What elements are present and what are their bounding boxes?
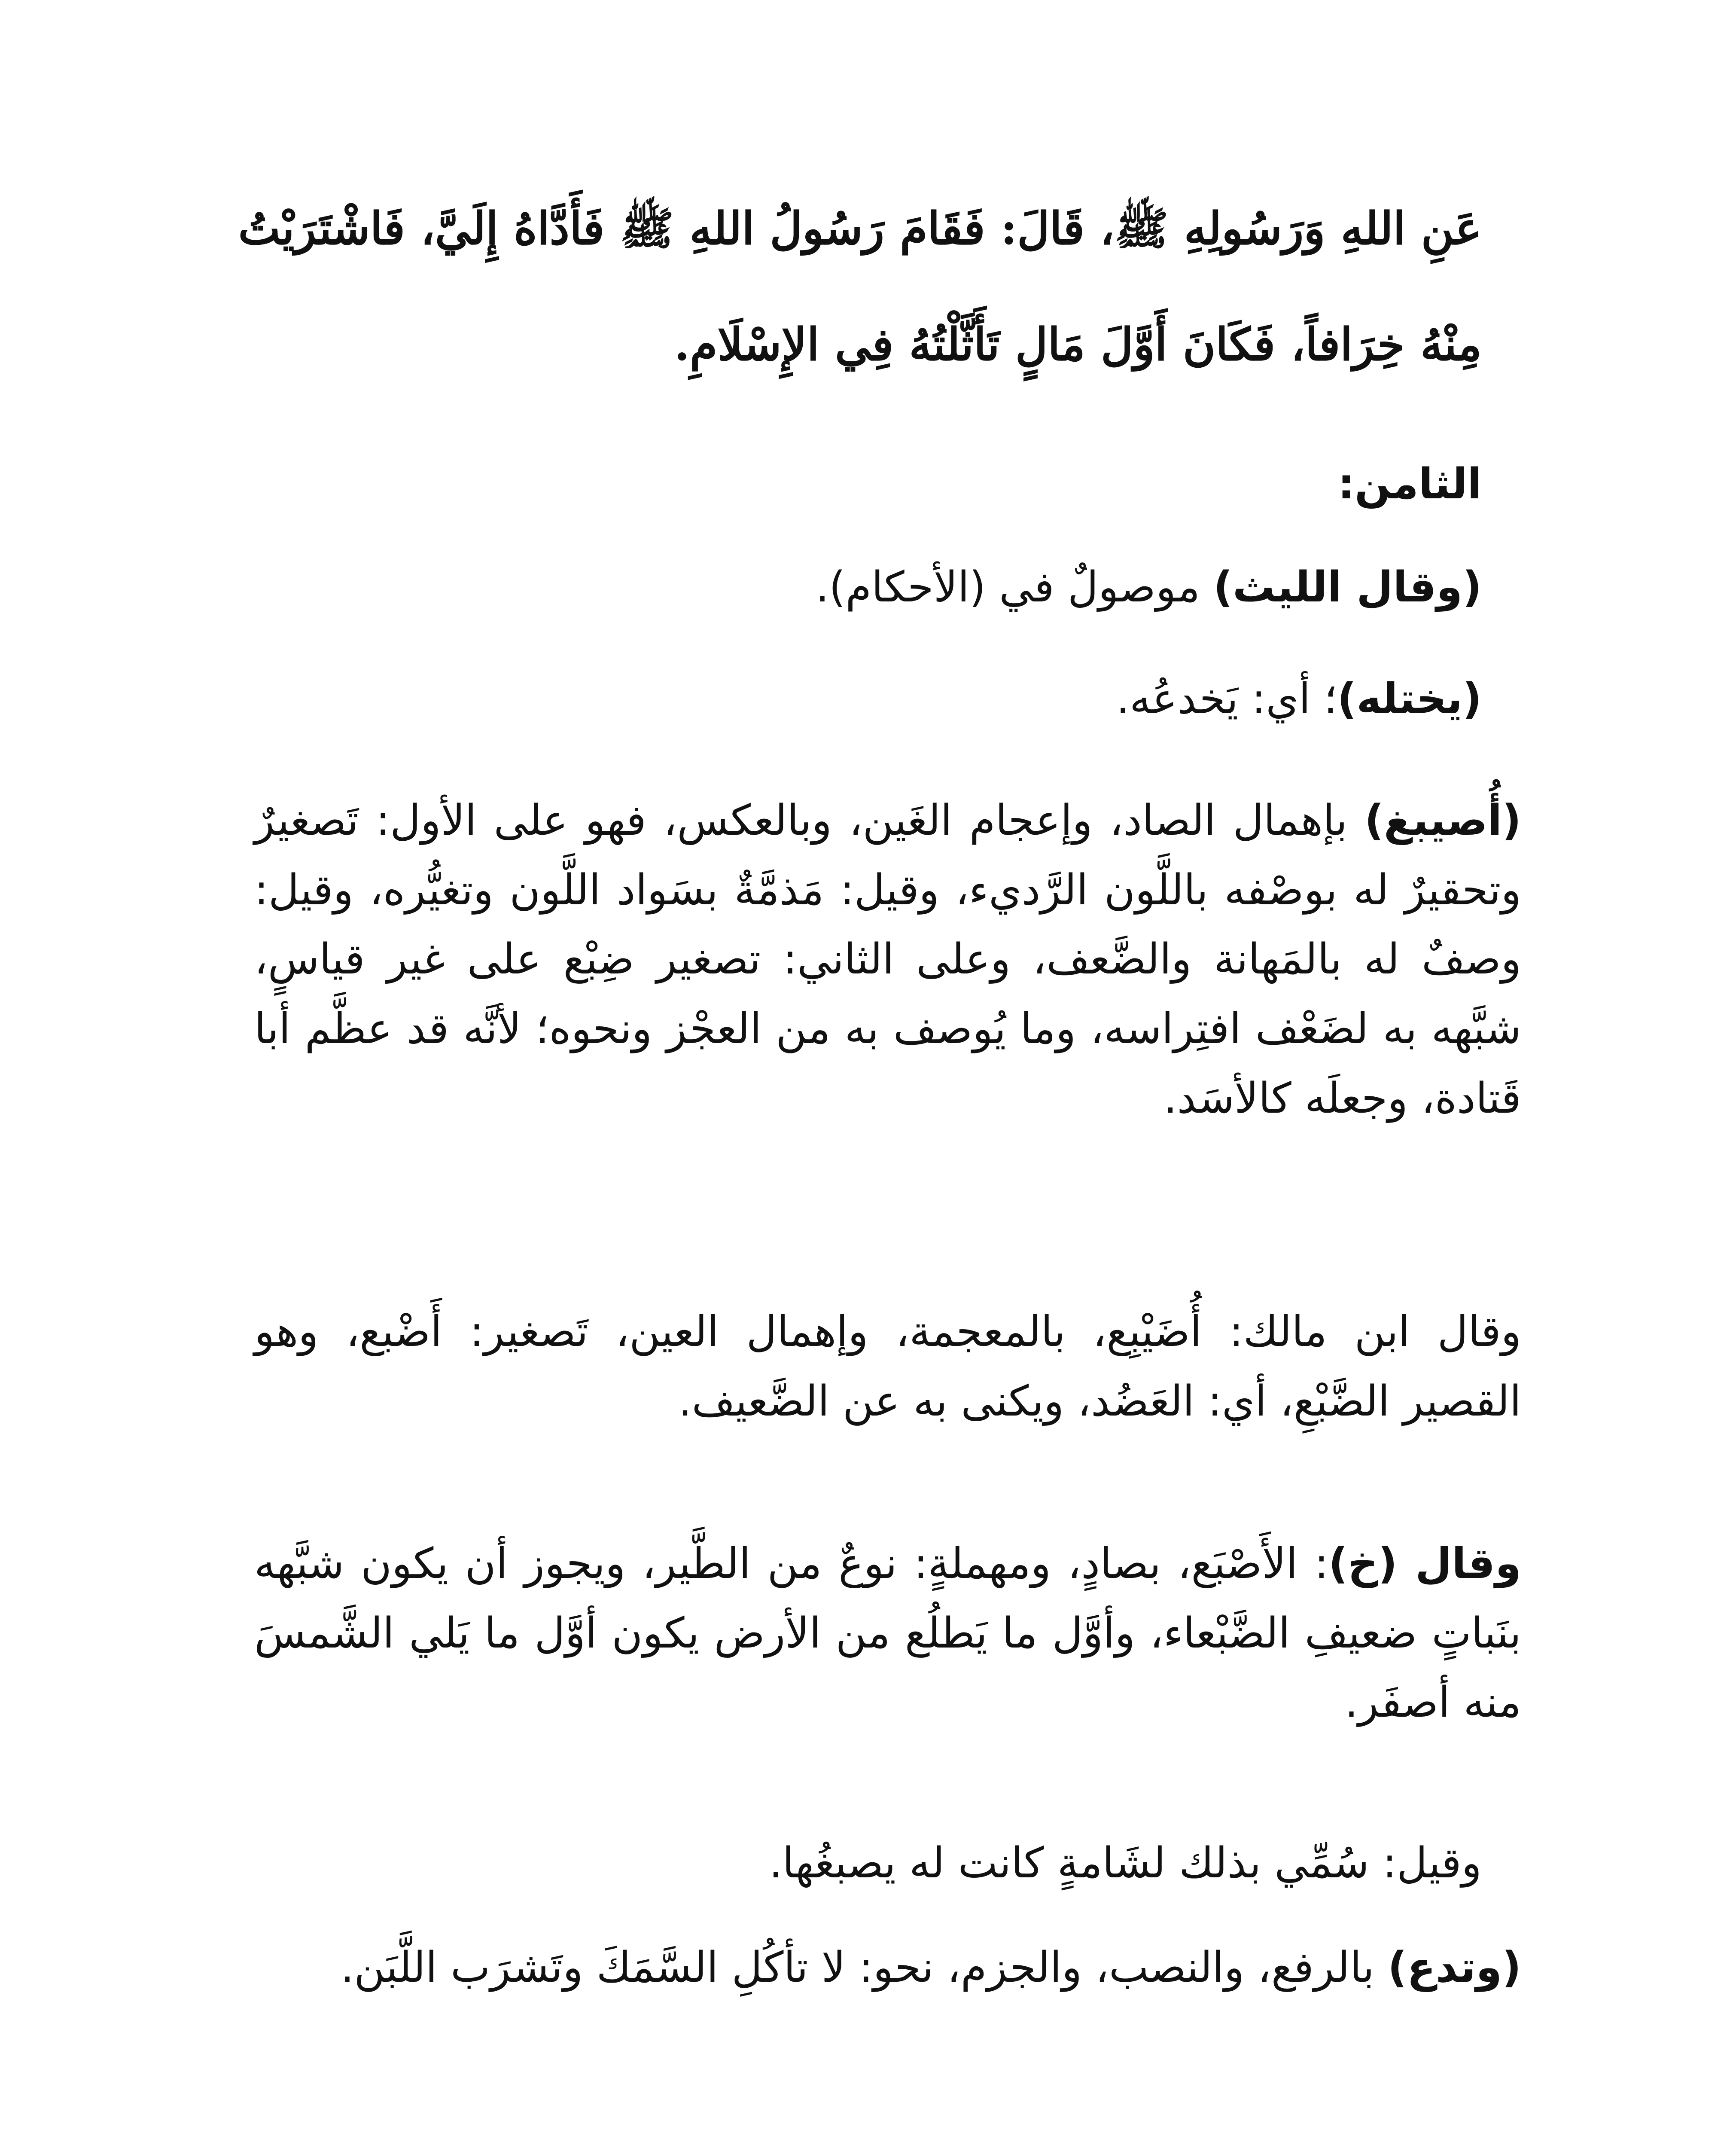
paragraph-al-layth: [215, 563, 1482, 612]
paragraph-tada-text: بالرفع، والنصب، والجزم، نحو: لا تأكُلِ السَّمَكَ وتَشرَب اللَّبَن.: [341, 1943, 1388, 1992]
hadith-line-2: مِنْهُ خِرَافاً، فَكَانَ أَوَّلَ مَالٍ تَأَثَّلْتُهُ فِي الإِسْلَامِ.: [674, 318, 1482, 371]
paragraph-qila: [215, 1839, 1482, 1888]
term-yakhtiluhu: (يختله): [1337, 674, 1482, 723]
term-tada: (وتدع): [1388, 1943, 1521, 1992]
paragraph-ibn-malik: [254, 1297, 1521, 1436]
section-heading: الثامن:: [1337, 460, 1482, 509]
paragraph-tada: [254, 1933, 1521, 2003]
paragraph-al-layth-text: موصولٌ في (الأحكام).: [816, 563, 1214, 612]
term-al-layth: (وقال الليث): [1213, 563, 1482, 612]
paragraph-ibn-malik-text: وقال ابن مالك: أُضَيْبِع، بالمعجمة، وإهمال العين، تَصغير: أَضْبع، وهو القصير الضَّبْعِ، أي: العَضُد، ويكنى به عن الضَّعيف.: [254, 1307, 1521, 1426]
term-usaybigh: (أُصيبغ): [1364, 796, 1521, 845]
paragraph-yakhtiluhu-text: ؛ أي: يَخدعُه.: [1116, 674, 1337, 723]
paragraph-usaybigh: [254, 786, 1521, 1133]
term-khattabi: وقال (خ): [1328, 1539, 1521, 1588]
paragraph-usaybigh-text: بإهمال الصاد، وإعجام الغَين، وبالعكس، فهو على الأول: تَصغيرٌ وتحقيرٌ له بوصْفه باللَّون الرَّديء، وقيل: مَذمَّةٌ بسَواد اللَّون وتغيُّره، وقيل: وصفٌ له بالمَهانة والضَّعف، وعلى الثاني: تصغير ضِبْع على غير قياسٍ، شبَّهه به لضَعْف افتِراسه، وما يُوصف به من العجْز ونحوه؛ لأنَّه قد عظَّم أبا قَتادة، وجعلَه كالأسَد.: [254, 796, 1521, 1123]
paragraph-khattabi-text: : الأَصْبَع، بصادٍ، ومهملةٍ: نوعٌ من الطَّير، ويجوز أن يكون شبَّهه بنَباتٍ ضعيفِ الضَّبْعاء، وأوَّل ما يَطلُع من الأرض يكون أوَّل ما يَلي الشَّمسَ منه أصفَر.: [254, 1539, 1521, 1727]
hadith-line-1: عَنِ اللهِ وَرَسُولِهِ ﷺ، قَالَ: فَقَامَ رَسُولُ اللهِ ﷺ فَأَدَّاهُ إِلَيَّ، فَاشْتَرَيْتُ: [238, 202, 1482, 255]
paragraph-qila-text: وقيل: سُمِّي بذلك لشَامةٍ كانت له يصبغُها.: [769, 1839, 1482, 1888]
paragraph-yakhtiluhu: [215, 674, 1482, 723]
paragraph-khattabi: [254, 1529, 1521, 1738]
